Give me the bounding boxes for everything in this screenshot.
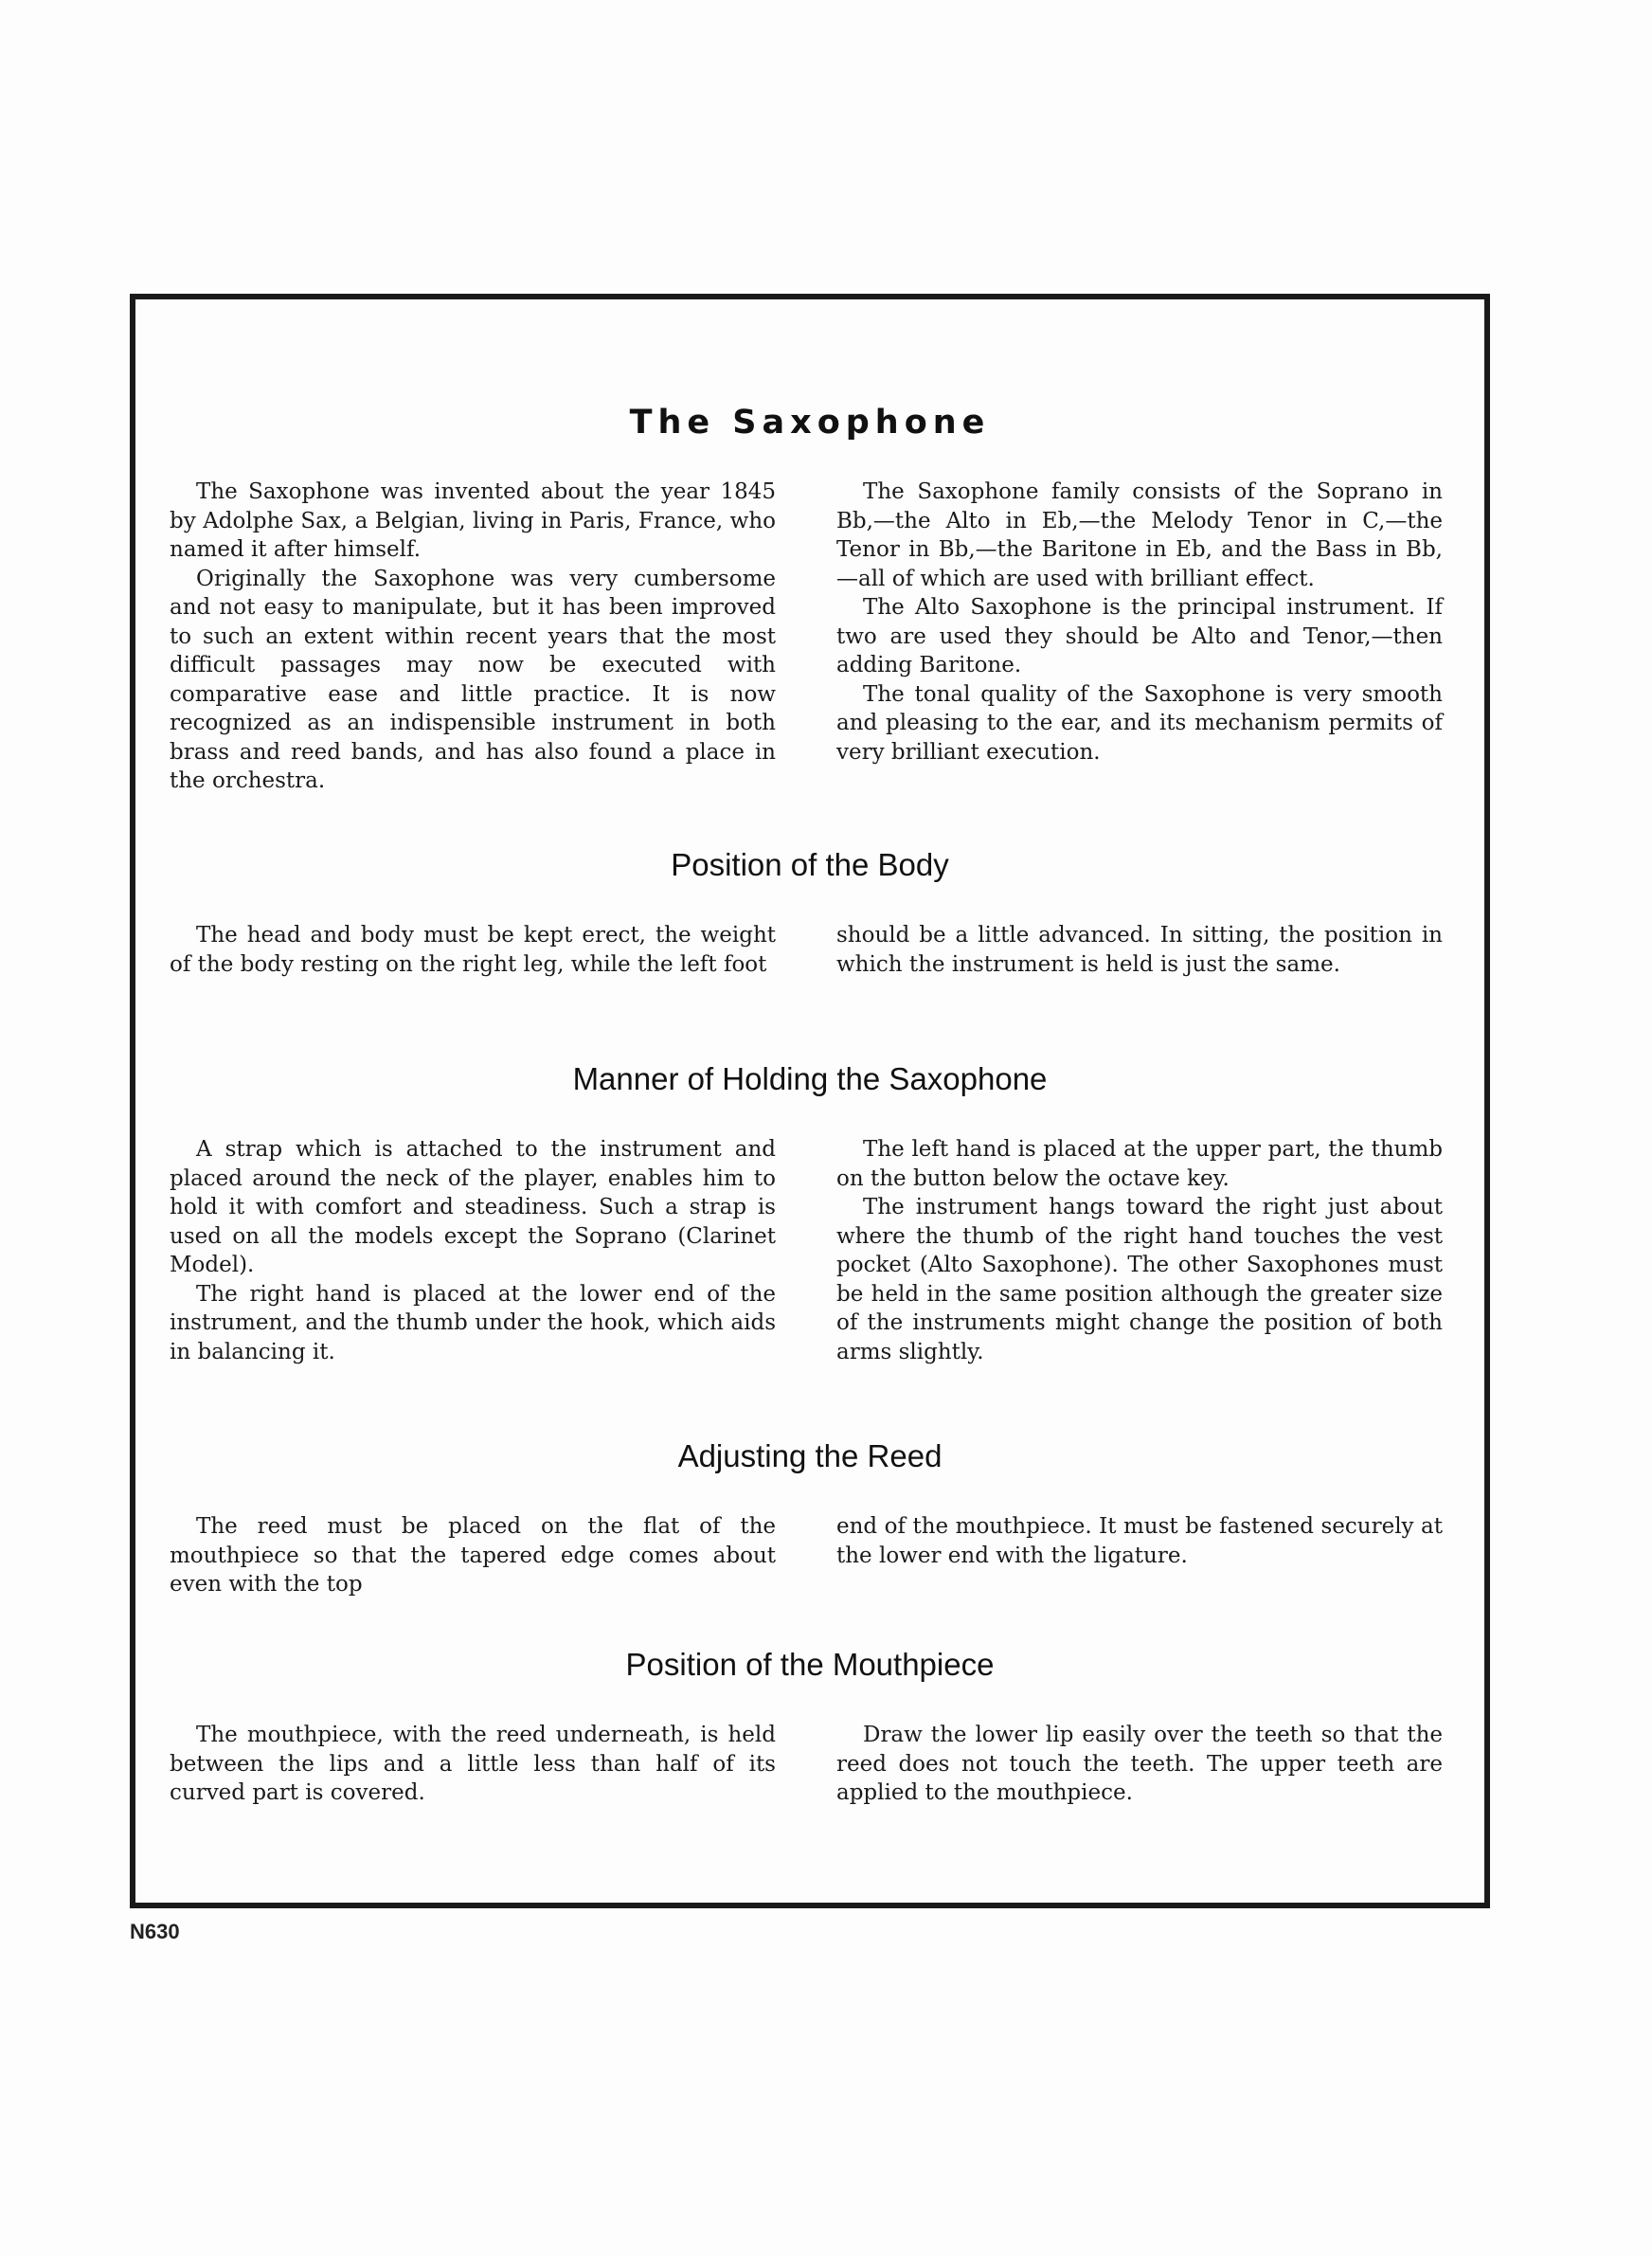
paragraph: The reed must be placed on the flat of the mouthpiece so that the tapered edge comes about even with the top xyxy=(170,1514,776,1597)
paragraph: The Saxophone was invented about the year 1845 by Adolphe Sax, a Belgian, living in Paris, France, who named it after himself. xyxy=(170,479,776,562)
mouthpiece-right-column xyxy=(836,1721,1443,1808)
section-title-mouthpiece: Position of the Mouthpiece xyxy=(625,1647,995,1682)
reed-right-column xyxy=(836,1512,1443,1570)
body-position-right-column xyxy=(836,921,1443,979)
paragraph: The Alto Saxophone is the principal instrument. If two are used they should be Alto and Tenor,—then adding Baritone. xyxy=(836,595,1443,677)
paragraph: end of the mouthpiece. It must be fastened securely at the lower end with the ligature. xyxy=(836,1514,1443,1568)
paragraph: The instrument hangs toward the right just about where the thumb of the right hand touches the vest pocket (Alto Saxophone). The other Saxophones must be held in the same position although the greater size of the instruments might change the position of both arms slightly. xyxy=(836,1195,1443,1364)
paragraph: The right hand is placed at the lower end of the instrument, and the thumb under the hook, which aids in balancing it. xyxy=(170,1281,776,1364)
paragraph: The head and body must be kept erect, the weight of the body resting on the right leg, while the left foot xyxy=(170,923,776,977)
holding-right-column xyxy=(836,1135,1443,1366)
page-code: N630 xyxy=(130,1920,180,1943)
section-title-holding: Manner of Holding the Saxophone xyxy=(572,1061,1048,1096)
paragraph: The left hand is placed at the upper part, the thumb on the button below the octave key. xyxy=(836,1137,1443,1191)
section-title-reed: Adjusting the Reed xyxy=(677,1438,943,1473)
paragraph: should be a little advanced. In sitting, the position in which the instrument is held is just the same. xyxy=(836,923,1443,977)
paragraph: The tonal quality of the Saxophone is very smooth and pleasing to the ear, and its mechanism permits of very brilliant execution. xyxy=(836,681,1443,765)
section-title-body-position: Position of the Body xyxy=(671,847,949,882)
saxophone-left-column xyxy=(170,478,776,796)
paragraph: A strap which is attached to the instrument and placed around the neck of the player, enables him to hold it with comfort and steadiness. Such a strap is used on all the models except the Soprano (Clarinet Model). xyxy=(170,1137,776,1277)
page-frame xyxy=(130,294,1490,1908)
paragraph: The Saxophone family consists of the Soprano in Bb,—the Alto in Eb,—the Melody Tenor in C,—the Tenor in Bb,—the Baritone in Eb, and the Bass in Bb,—all of which are used with brilliant effect. xyxy=(836,479,1443,591)
mouthpiece-left-column xyxy=(170,1721,776,1808)
paragraph: Originally the Saxophone was very cumbersome and not easy to manipulate, but it has been improved to such an extent within recent years that the most difficult passages may now be executed with comparative ease and little practice. It is now recognized as an indispensible instrument in both brass and reed bands, and has also found a place in the orchestra. xyxy=(170,566,776,793)
saxophone-right-column xyxy=(836,478,1443,767)
paragraph: The mouthpiece, with the reed underneath, is held between the lips and a little less than half of its curved part is covered. xyxy=(170,1723,776,1805)
paragraph: Draw the lower lip easily over the teeth so that the reed does not touch the teeth. The upper teeth are applied to the mouthpiece. xyxy=(836,1723,1443,1805)
holding-left-column xyxy=(170,1135,776,1366)
section-title-saxophone: The Saxophone xyxy=(629,404,991,442)
body-position-left-column xyxy=(170,921,776,979)
reed-left-column xyxy=(170,1512,776,1599)
